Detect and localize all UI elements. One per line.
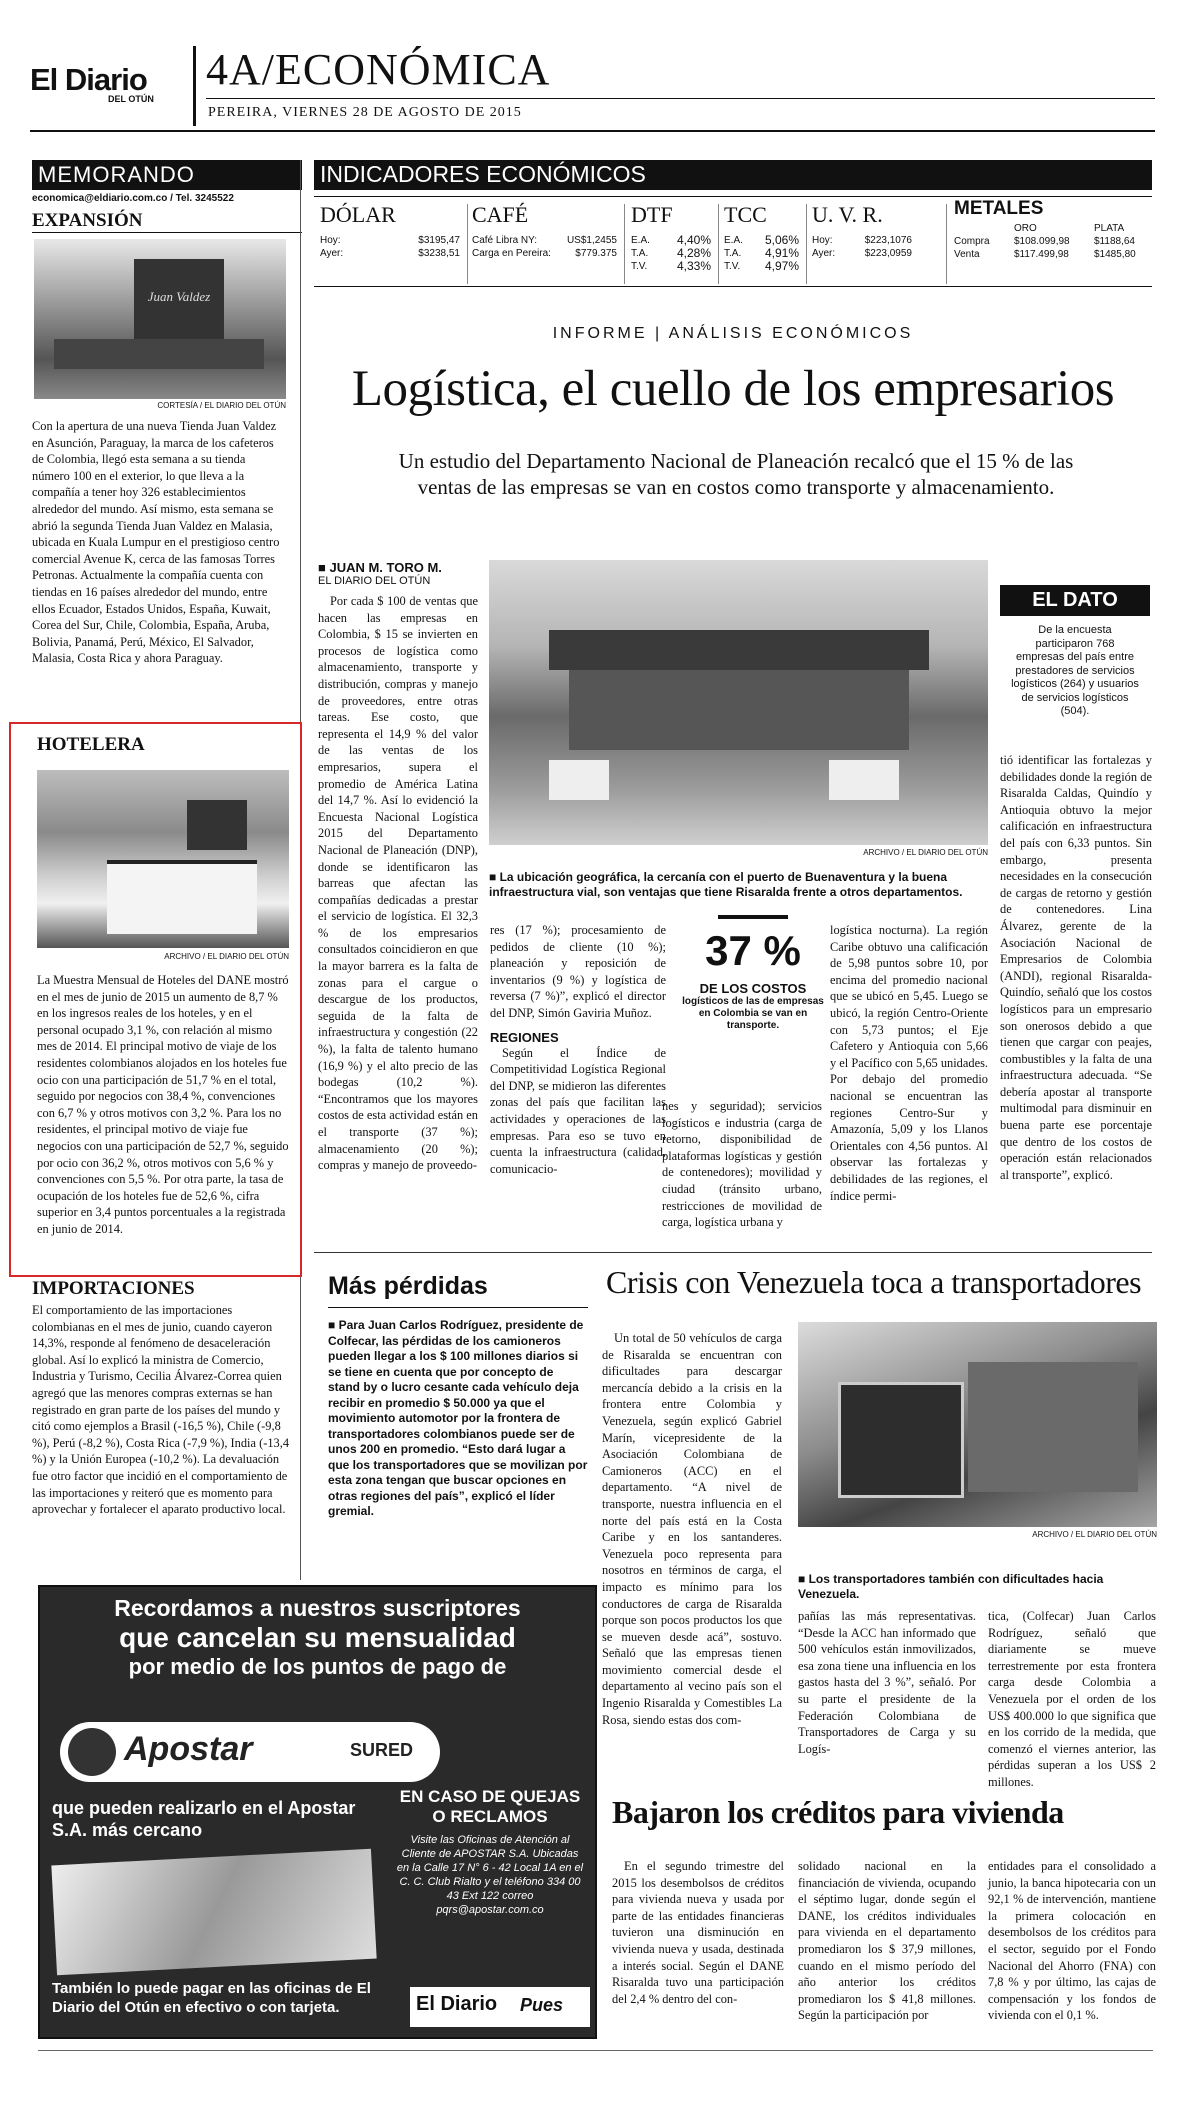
venezuela-col2: pañías las más representativas. “Desde la ACC han informado que 500 vehículos están inmovilizados, esa zona tiene una influencia en los gastos hasta del 3 %”, señaló. Por su parte el presidente de la Federación Colombiana de Transportadores de Carga y su Logís- (798, 1609, 976, 1756)
stat-box (678, 915, 828, 1050)
main-photo-credit: ARCHIVO / EL DIARIO DEL OTÚN (863, 848, 988, 857)
ad-bottom-text: También lo puede pagar en las oficinas de El Diario del Otún en efectivo o con tarjeta. (52, 1980, 371, 2016)
venezuela-col1: Un total de 50 vehículos de carga de Risaralda se encuentran con dificultades para descargar mercancía debido a la crisis en la frontera entre Colombia y Venezuela, según explicó Gabriel Marín, vicepresidente de la Asociación Colombiana de Camioneros (ACC) en el departamento. “A nivel de transporte, nuestra influencia en el norte del país está en la Costa Caribe y en los santanderes. Venezuela poco representa para nosotros en términos de carga, el impacto es mínimo para los conductores de carga de Risaralda porque son pocos productos los que se mueven desde acá”, sostuvo. Señaló que las empresas tienen movimiento comercial desde el departamento al vecino país son el Ingenio Risaralda y Comestibles La Rosa, siendo estas dos com- (602, 1331, 782, 1727)
main-photo (489, 560, 988, 845)
el-dato-title: EL DATO (1000, 585, 1150, 616)
byline-name: JUAN M. TORO M. (329, 560, 442, 575)
store-sign: Juan Valdez (134, 259, 224, 339)
ad-logo-pues: Pues (520, 1995, 564, 2015)
metales-heading: METALES (954, 198, 1044, 219)
venezuela-col3: tica, (Colfecar) Juan Carlos Rodríguez, señaló que diariamente se mueve terrestremente por esta frontera carga desde Colombia a Venezuela por el orden de los US$ 400.000 lo que significa que en los corrido de la medida, que comenzó el viernes anterior, las pérdidas superan a los US$ 2 millones. (988, 1609, 1156, 1789)
vivienda-col2: solidado nacional en la financiación de vivienda, ocupando el séptimo lugar, donde según el DANE, los créditos individuales para vivienda en el departamento promediaron los $ 37,9 millones, cuando en el mismo período del año anterior los créditos promediaron los $ 41,8 millones. Según la participación por (798, 1859, 976, 2023)
main-deck: Un estudio del Departamento Nacional de Planeación recalcó que el 15 % de las ventas de las empresas se van en costos como transporte y almacenamiento. (398, 449, 1074, 499)
quejas-title: EN CASO DE QUEJAS O RECLAMOS (399, 1787, 581, 1826)
dolar-value-ayer: $3238,51 (418, 248, 460, 259)
dolar-heading: DÓLAR (320, 202, 396, 227)
cafe-label-pereira: Carga en Pereira: (472, 248, 551, 259)
dtf-label-ta: T.A. (631, 248, 649, 259)
expansion-text: Con la apertura de una nueva Tienda Juan Valdez en Asunción, Paraguay, la marca de los cafeteros de Colombia, llegó esta semana a su tienda número 100 en el exterior, lo que lleva a la compañía a tener hoy 326 establecimientos alrededor del mundo. Así mismo, esta semana se abrió la segunda Tienda Juan Valdez en Malasia, ubicada en Kuala Lumpur en el prestigioso centro comercial Avenue K, cerca de las famosas Torres Petronas. Actualmente la compañía cuenta con tiendas en 16 países alrededor del mundo, entre ellos Ecuador, Estados Unidos, España, Kuwait, Corea del Sur, Chile, Colombia, España, Aruba, Bolivia, Panamá, Perú, México, El Salvador, Malasia, Costa Rica y ahora Paraguay. (32, 419, 280, 666)
dtf-block (631, 202, 711, 273)
uvr-block (812, 202, 912, 260)
dolar-label-ayer: Ayer: (320, 248, 344, 259)
masthead-bottom-rule (30, 130, 1155, 132)
mas-perdidas-text: ■ Para Juan Carlos Rodríguez, presidente de Colfecar, las pérdidas de los camioneros pueden llegar a los $ 100 millones diarios si se tiene en cuenta que por concepto de stand by o lucro cesante cada vehículo deja recibir en promedio $ 50.000 ya que el movimiento automotor por la frontera de transportadores colombianos puede ser de unos 200 en promedio. “Esto dará lugar a que los transportadores que se movilizan por esta zona tengan que buscar opciones en otras regiones del país”, explicó el líder gremial. (328, 1318, 588, 1518)
masthead (30, 40, 1155, 130)
metales-col-oro: ORO (1014, 223, 1037, 234)
main-col1: Por cada $ 100 de ventas que hacen las empresas en Colombia, $ 15 se invierten en procesos de logística como almacenamiento, transporte y distribución, compras y manejo de proveedores, entre otras tareas. Ese costo, que representa el 14,9 % del valor de las ventas de los empresarios, supera el promedio de América Latina del 14,7 %. Así lo evidenció la Encuesta Nacional Logística 2015 del Departamento Nacional de Planeación (DNP), donde se identificaron las barreas que afectan las compañías dedicadas a prestar el servicio de logística. El 32,3 % de los empresarios consultados coincidieron en que la mayor barrera es la falta de zonas para el cargue o descargue de los productos, seguida de la falta de infraestructura y congestión (22 %), la falta de talento humano (16,9 %) y el alto precio de las bodegas (10,2 %). “Encontramos que los mayores costos de esta actividad están en el transporte (37 %); almacenamiento (20 %); compras y manejo de proveedo- (318, 594, 478, 1173)
section-title: 4A/ECONÓMICA (206, 45, 551, 94)
apostar-logo-mark (68, 1728, 116, 1776)
cafe-label-ny: Café Libra NY: (472, 235, 538, 246)
ad-line3: por medio de los puntos de pago de (128, 1654, 507, 1679)
stat-value: 37 % (705, 927, 801, 974)
newspapers-image (51, 1849, 376, 1976)
expansion-photo (34, 239, 286, 399)
metales-block (954, 198, 1152, 261)
dtf-label-tv: T.V. (631, 261, 648, 272)
uvr-value-ayer: $223,0959 (864, 248, 912, 259)
cafe-value-ny: US$1,2455 (566, 235, 617, 246)
venezuela-caption-text: Los transportadores también con dificultades hacia Venezuela. (798, 1572, 1104, 1601)
cafe-block (472, 202, 617, 260)
stat-description: logísticos de las de empresas en Colombia se van en transporte. (682, 996, 824, 1031)
dolar-block (320, 202, 460, 260)
el-dato-text: De la encuesta participaron 768 empresas del país entre prestadores de servicios logísticos (264) y usuarios de servicios logísticos (504). (1011, 624, 1139, 717)
main-byline-block (318, 560, 478, 1174)
main-col5: tió identificar las fortalezas y debilidades donde la región de Risaralda Caldas, Quindío y Antioquia obtuvo la mejor calificación en infraestructura del país con 6,33 puntos. Sin embargo, presenta necesidades en la consecución de cargas de retorno y gestión de contenedores. Lina Álvarez, gerente de la Asociación Nacional de Empresarios de Colombia (ANDI), regional Risaralda-Quindío, señaló que los costos logísticos para un empresario son onerosos debido a que tienen que cargar con peajes, combustibles y la falta de una infraestructura adecuada. “Se debería apostar al transporte multimodal para disminuir en buena parte ese porcentaje que dentro de los costos de operación están relacionados al transporte”, explicó. (1000, 753, 1152, 1182)
tcc-value-ta: 4,91% (764, 246, 799, 260)
ad-logo-eldiario: El Diario (416, 1993, 498, 2015)
tcc-block (724, 202, 799, 273)
memorando-contact: economica@eldiario.com.co / Tel. 3245522 (32, 193, 234, 204)
metales-label-venta: Venta (954, 249, 980, 260)
ad-footer-logos (410, 1987, 590, 2027)
tcc-heading: TCC (724, 202, 767, 227)
stat-label: DE LOS COSTOS (699, 981, 807, 996)
main-byline: ■ JUAN M. TORO M. (318, 560, 442, 575)
cafe-value-pereira: $779.375 (575, 248, 617, 259)
indicadores-title: INDICADORES ECONÓMICOS (314, 160, 1152, 190)
uvr-label-ayer: Ayer: (812, 248, 836, 259)
ad-line2: que cancelan su mensualidad (119, 1622, 516, 1653)
masthead-divider (193, 46, 196, 126)
tcc-label-ea: E.A. (724, 235, 743, 246)
main-byline-org: EL DIARIO DEL OTÚN (318, 575, 431, 587)
section-underline (206, 98, 1155, 99)
indicadores-panel (314, 160, 1152, 287)
mas-perdidas-box (328, 1272, 588, 1520)
page-bottom-rule (38, 2050, 1153, 2051)
ad-line1: Recordamos a nuestros suscriptores (114, 1595, 521, 1621)
oro-compra: $108.099,98 (1014, 236, 1070, 247)
main-col3: nes y seguridad); servicios logísticos e industria (carga de retorno, disponibilidad de plataformas logísticas y gestión de contenedores); movilidad y ciudad (tránsito urbano, restricciones de movilidad de carga, logística urbana y (662, 1099, 822, 1230)
dtf-label-ea: E.A. (631, 235, 650, 246)
importaciones-text: El comportamiento de las importaciones colombianas en el mes de junio, cuando cayeron 14,3%, responde al fenómeno de desaceleración global. Así lo explicó la ministra de Comercio, Industria y Turismo, Cecilia Álvarez-Correa quien agregó que las menores compras externas se han registrado en gran parte de los países del mundo y citó como ejemplos a Brasil (-16,5 %), Chile (-9,8 %), Perú (-8,2 %), Costa Rica (-7,9 %), India (-13,4 %) y la Unión Europea (-10,2 %). La devaluación fue otro factor que incidió en el comportamiento de las importaciones y reiteró que es momento para aprovechar y fortalecer el aparato productivo local. (32, 1303, 290, 1517)
main-col2-text-a: res (17 %); procesamiento de pedidos de cliente (10 %); planeación y reposición de inventarios (9 %) y logística de reversa (7 %)”, explicó el director del DNP, Simón Gaviria Muñoz. (490, 923, 666, 1020)
metales-col-plata: PLATA (1094, 223, 1125, 234)
regiones-heading: REGIONES (490, 1029, 559, 1045)
dolar-label-hoy: Hoy: (320, 235, 341, 246)
cafe-heading: CAFÉ (472, 202, 529, 227)
main-kicker: INFORME | ANÁLISIS ECONÓMICOS (552, 325, 914, 342)
hotelera-box (9, 722, 302, 1277)
main-section-bottom-rule (314, 1252, 1152, 1253)
quejas-box (395, 1787, 585, 1957)
mas-perdidas-body: Para Juan Carlos Rodríguez, presidente de Colfecar, las pérdidas de los camioneros pueden llegar a los $ 100 millones diarios si se tiene en cuenta que por concepto de stand by o lucro cesante cada vehículo deja recibir en promedio $ 50.000 ya que el movimiento automotor por la frontera de transportadores colombianos puede ser de unos 200 en promedio. “Esto dará lugar a que los transportadores que se movilizan por esta zona tengan que buscar opciones en otras regiones del país”, explicó el líder gremial. (328, 1318, 588, 1518)
importaciones-heading: IMPORTACIONES (32, 1278, 195, 1299)
venezuela-photo-caption: ■ Los transportadores también con dificultades hacia Venezuela. (798, 1572, 1104, 1601)
main-col4: logística nocturna). La región Caribe obtuvo una calificación de 5,98 puntos sobre 10, por encima del promedio nacional que se ubicó en 5,45. Luego se ubicó, la región Centro-Oriente con 5,73 puntos; el Eje Cafetero y Antioquia con 5,66 y el Pacífico con 5,65 unidades. Por debajo del promedio nacional se encuentran las regiones Centro-Sur y Amazonía, 5,09 y los Llanos Orientales con 4,56 puntos. Al observar las fortalezas y debilidades de las regiones, el índice permi- (830, 923, 988, 1203)
plata-venta: $1485,80 (1094, 249, 1136, 260)
plata-compra: $1188,64 (1094, 236, 1135, 247)
venezuela-headline: Crisis con Venezuela toca a transportadores (606, 1264, 1142, 1300)
tcc-value-tv: 4,97% (764, 259, 799, 273)
venezuela-photo (798, 1322, 1157, 1527)
main-caption-text: La ubicación geográfica, la cercanía con el puerto de Buenaventura y la buena infraestructura vial, son ventajas que tiene Risaralda frente a otros departamentos. (489, 870, 963, 899)
quejas-text: Visite las Oficinas de Atención al Cliente de APOSTAR S.A. Ubicadas en la Calle 17 N° 6 - 42 Local 1A en el C. C. Club Rialto y el teléfono 334 00 43 Ext 122 correo pqrs@apostar.com.co (396, 1834, 584, 1916)
oro-venta: $117.499,98 (1014, 249, 1069, 260)
importaciones-section (32, 1278, 294, 1518)
main-headline: Logística, el cuello de los empresarios (351, 361, 1115, 417)
expansion-photo-credit: CORTESÍA / EL DIARIO DEL OTÚN (157, 401, 286, 410)
uvr-value-hoy: $223,1076 (864, 235, 912, 246)
el-dato-box (1000, 585, 1150, 719)
dtf-value-ta: 4,28% (676, 246, 711, 260)
vivienda-col3: entidades para el consolidado a junio, la banca hipotecaria con un 92,1 % de intervención, mantiene la primera colocación en desembolsos de los créditos para el sector, seguido por el Fondo Nacional del Ahorro (FNA) con 7,8 % y por último, las cajas de compensación y los fondos de vivienda con el 0,1 %. (988, 1859, 1156, 2023)
vivienda-headline: Bajaron los créditos para vivienda (612, 1794, 1064, 1830)
apostar-brand: Apostar (124, 1730, 253, 1768)
uvr-label-hoy: Hoy: (812, 235, 833, 246)
expansion-heading: EXPANSIÓN (32, 210, 302, 233)
hotelera-text: La Muestra Mensual de Hoteles del DANE mostró en el mes de junio de 2015 un aumento de 8,7 % en los ingresos reales de los hoteles, y en el personal ocupado 3,1 %, con relación al mismo mes de 2014. El principal motivo de viaje de los residentes colombianos alojados en los hoteles fue ocio con una participación de 51,7 % en el total, seguido por negocios con 38,4 %, convenciones con 6,7 % y otros motivos con 3,2 %. Para los no residentes, el principal motivo de viaje fue negocios con una participación de 52,7 %, seguido por ocio con 36,2 %, otros motivos con 5,6 % y convenciones con 5,5 %. Por otra parte, la tasa de ocupación de los hoteles fue de 52,6 %, cifra superior en 3,4 puntos porcentuales a la registrada en junio de 2014. (37, 973, 289, 1236)
main-col2 (490, 922, 666, 1177)
dolar-value-hoy: $3195,47 (418, 235, 460, 246)
dtf-heading: DTF (631, 202, 673, 227)
sured-brand: SURED (350, 1740, 414, 1760)
main-photo-caption: ■ La ubicación geográfica, la cercanía con el puerto de Buenaventura y la buena infraestructura vial, son ventajas que tiene Risaralda frente a otros departamentos. (489, 870, 963, 899)
venezuela-photo-credit: ARCHIVO / EL DIARIO DEL OTÚN (1032, 1530, 1157, 1539)
vivienda-col1: En el segundo trimestre del 2015 los desembolsos de créditos para vivienda nueva y usada por parte de las entidades financieras tuvieron una disminución en vivienda nueva y usada, destinada a interés social. Según el DANE Risaralda tuvo una participación del 2,4 % dentro del con- (612, 1859, 784, 2006)
tcc-value-ea: 5,06% (764, 233, 799, 247)
ad-line4: que pueden realizarlo en el Apostar S.A. más cercano (52, 1798, 356, 1840)
hotelera-heading: HOTELERA (37, 734, 145, 755)
dtf-value-ea: 4,40% (676, 233, 711, 247)
mas-perdidas-title: Más pérdidas (328, 1272, 588, 1308)
tcc-label-tv: T.V. (724, 261, 741, 272)
logo (30, 62, 185, 104)
logo-title: El Diario (30, 62, 147, 97)
apostar-logo (60, 1722, 440, 1782)
logo-subtitle: DEL OTÚN (108, 94, 154, 104)
hotelera-photo-credit: ARCHIVO / EL DIARIO DEL OTÚN (164, 952, 289, 961)
apostar-ad (38, 1585, 597, 2039)
metales-label-compra: Compra (954, 236, 990, 247)
uvr-heading: U. V. R. (812, 202, 883, 227)
tcc-label-ta: T.A. (724, 248, 742, 259)
page-date: PEREIRA, VIERNES 28 DE AGOSTO DE 2015 (208, 105, 522, 120)
memorando-title: MEMORANDO (32, 160, 302, 190)
main-col2-text-b: Según el Índice de Competitividad Logística Regional del DNP, se midieron las diferentes zonas del país que facilitan las actividades y operaciones de las empresas. Para eso se tuvo en cuenta la infraestructura (calidad, comunicacio- (490, 1045, 666, 1176)
hotelera-photo (37, 770, 289, 948)
dtf-value-tv: 4,33% (676, 259, 711, 273)
